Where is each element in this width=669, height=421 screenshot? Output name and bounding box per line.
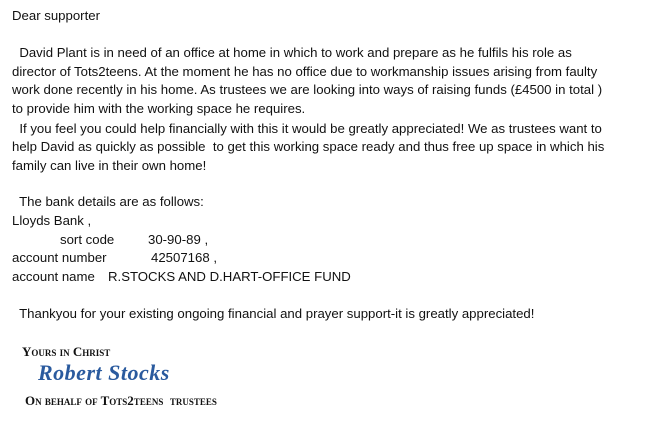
account-number-value: 42507168 , [151,250,218,265]
salutation: Dear supporter [12,8,100,23]
paragraph1-line-3: work done recently in his home. As trustees we are looking into ways of raising funds (£4500 in total ) [12,82,603,97]
sign-off: On behalf of Tots2teens trustees [25,393,217,408]
account-name-value: R.STOCKS AND D.HART-OFFICE FUND [108,269,351,284]
closing-phrase: Yours in Christ [22,344,111,359]
bank-name: Lloyds Bank , [12,213,92,228]
account-name-label: account name [12,269,95,284]
paragraph1-line-1: David Plant is in need of an office at home in which to work and prepare as he fulfils his role as [12,45,572,60]
signature: Robert Stocks [38,360,170,385]
paragraph1-line-2: director of Tots2teens. At the moment he has no office due to workmanship issues arising from faulty [12,64,598,79]
paragraph2-line-1: If you feel you could help financially with this it would be greatly appreciated! We as trustees want to [12,121,602,136]
paragraph1-line-4: to provide him with the working space he requires. [12,101,306,116]
thanks-line: Thankyou for your existing ongoing financial and prayer support-it is greatly appreciated! [12,306,535,321]
paragraph2-line-3: family can live in their own home! [12,158,207,173]
paragraph2-line-2: help David as quickly as possible to get this working space ready and thus free up space in which his [12,139,605,154]
bank-intro: The bank details are as follows: [12,194,204,209]
account-number-label: account number [12,250,107,265]
sort-code-label: sort code [60,232,115,247]
sort-code-value: 30-90-89 , [148,232,209,247]
